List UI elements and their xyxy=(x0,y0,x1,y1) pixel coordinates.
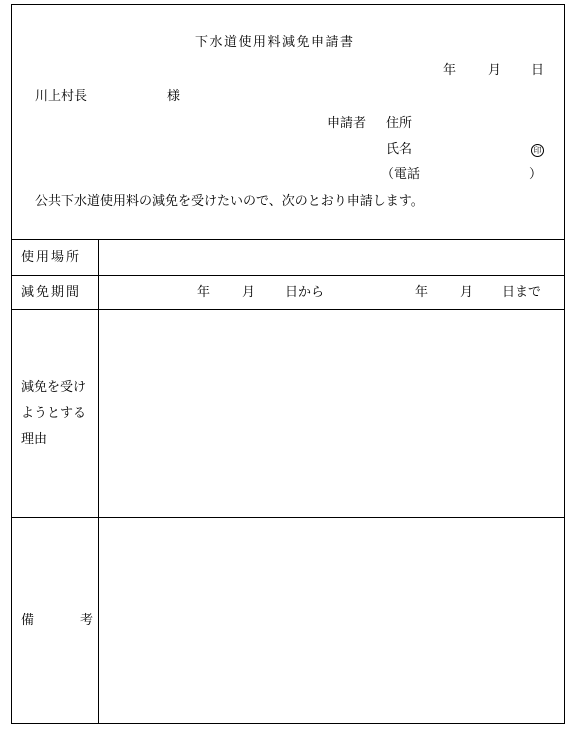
location-field[interactable] xyxy=(100,241,564,274)
phone-open-label: （電話 xyxy=(381,167,421,182)
phone-close-label: ） xyxy=(529,167,543,182)
remarks-label-left: 備 xyxy=(21,613,35,628)
period-to-year: 年 xyxy=(415,285,429,300)
addressee-name: 川上村長 xyxy=(35,89,88,104)
remarks-label-right: 考 xyxy=(80,613,94,628)
addressee-honorific: 様 xyxy=(167,89,181,104)
remarks-field[interactable] xyxy=(100,519,564,722)
applicant-label: 申請者 xyxy=(327,116,367,131)
reason-label-line-2: ようとする xyxy=(21,406,87,421)
reason-label-line-1: 減免を受け xyxy=(21,380,87,395)
period-to-day: 日まで xyxy=(502,285,542,300)
reason-field[interactable] xyxy=(100,311,564,516)
date-day-label: 日 xyxy=(531,63,545,78)
application-statement: 公共下水道使用料の減免を受けたいので、次のとおり申請します。 xyxy=(35,194,424,209)
period-label: 減免期間 xyxy=(21,285,82,300)
form-title: 下水道使用料減免申請書 xyxy=(195,35,355,50)
location-label: 使用場所 xyxy=(21,250,82,265)
reason-label-line-3: 理由 xyxy=(21,432,48,447)
period-from-day: 日から xyxy=(285,285,325,300)
seal-icon: 印 xyxy=(531,144,544,157)
table-top-border xyxy=(11,239,565,240)
period-field[interactable] xyxy=(100,277,564,308)
row-divider-1 xyxy=(11,275,565,276)
date-month-label: 月 xyxy=(488,63,502,78)
address-label: 住所 xyxy=(386,116,413,131)
period-from-year: 年 xyxy=(197,285,211,300)
period-from-month: 月 xyxy=(242,285,256,300)
row-divider-2 xyxy=(11,309,565,310)
seal-mark xyxy=(531,142,544,158)
label-column-divider xyxy=(98,239,99,723)
date-year-label: 年 xyxy=(443,63,457,78)
row-divider-3 xyxy=(11,517,565,518)
name-label: 氏名 xyxy=(386,142,413,157)
period-to-month: 月 xyxy=(460,285,474,300)
